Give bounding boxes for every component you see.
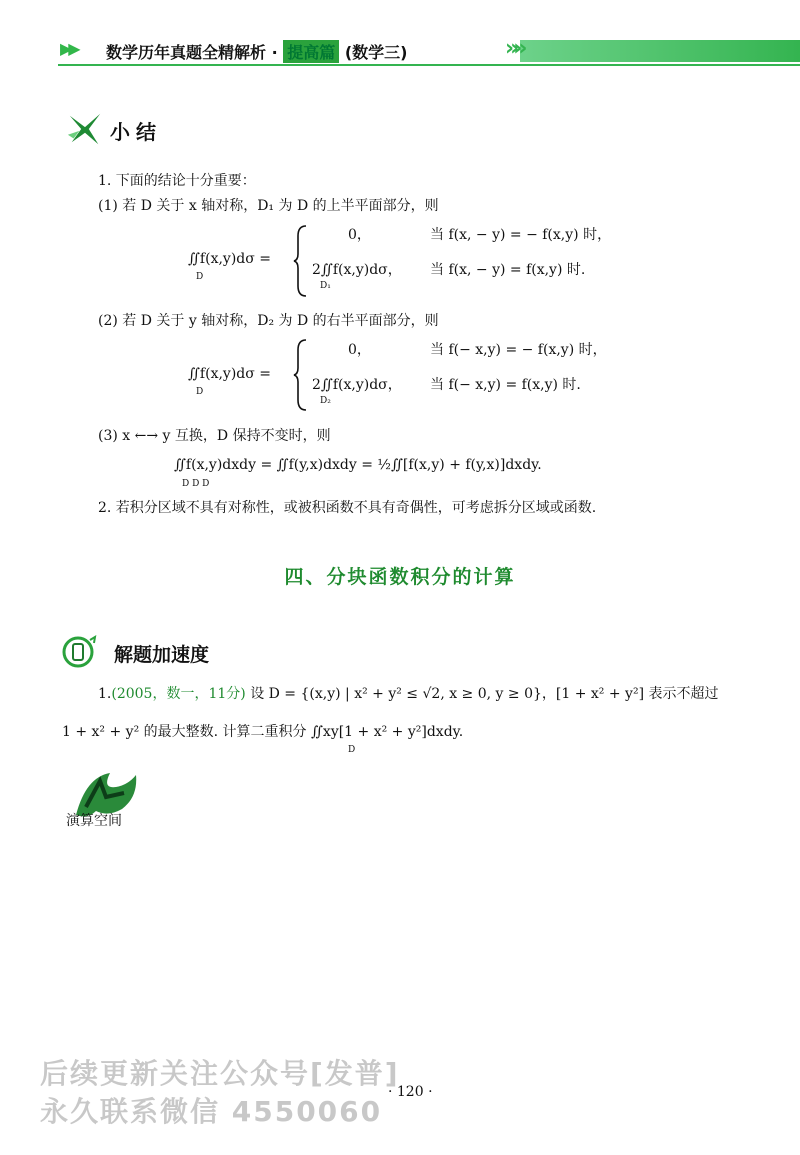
problem-text-1: 设 D = {(x,y) | x² + y² ≤ √2, x ≥ 0, y ≥ 0}，[1 + x² + y²] 表示不超过 — [250, 686, 719, 702]
case1-row1-value: 0， — [348, 227, 371, 243]
case2-intro: (2) 若 D 关于 y 轴对称，D₂ 为 D 的右半平面部分，则 — [98, 313, 439, 329]
case2-row2-condition: 当 f(− x,y) = f(x,y) 时. — [430, 377, 581, 393]
problem-line-2-sub: D — [348, 745, 356, 755]
case3-subs: D D D — [182, 479, 210, 489]
watermark-line-2: 永久联系微信 4550060 — [40, 1095, 383, 1128]
header-band — [520, 40, 800, 62]
problem-line-2: 1 + x² + y² 的最大整数. 计算二重积分 ∬xy[1 + x² + y²]dxdy. — [62, 724, 464, 740]
case1-row2-condition: 当 f(x, − y) = f(x,y) 时. — [430, 262, 586, 278]
chevron-right-icon: »» — [505, 36, 522, 61]
case1-brace — [292, 224, 308, 298]
case3-intro: (3) x ←→ y 互换，D 保持不变时，则 — [98, 428, 331, 444]
level-badge: 提高篇 — [283, 40, 339, 63]
header-arrows-icon: ▶▶ — [60, 39, 77, 58]
speed-title: 解题加速度 — [114, 644, 210, 666]
book-title — [106, 40, 407, 63]
case2-lhs: ∬f(x,y)dσ = — [188, 366, 271, 382]
stopwatch-icon — [62, 634, 98, 670]
case1-lhs-sub: D — [196, 272, 204, 282]
case1-row2-sub: D₁ — [320, 281, 331, 291]
header-divider — [58, 64, 800, 66]
case1-lhs: ∬f(x,y)dσ = — [188, 251, 271, 267]
case1-row2-value: 2∬f(x,y)dσ， — [312, 262, 402, 278]
case2-row2-value: 2∬f(x,y)dσ， — [312, 377, 402, 393]
case1-intro: (1) 若 D 关于 x 轴对称，D₁ 为 D 的上半平面部分，则 — [98, 198, 439, 214]
case1-row1-condition: 当 f(x, − y) = − f(x,y) 时， — [430, 227, 612, 243]
section-title: 四、分块函数积分的计算 — [284, 566, 516, 588]
case2-row1-value: 0， — [348, 342, 371, 358]
problem-number: 1. — [98, 686, 112, 702]
case3-formula: ∬f(x,y)dxdy = ∬f(y,x)dxdy = ½∬[f(x,y) + f(y,x)]dxdy. — [174, 457, 542, 473]
watermark-line-1: 后续更新关注公众号[发普] — [40, 1057, 400, 1090]
calc-space-label: 演算空间 — [66, 813, 122, 829]
page-number: · 120 · — [388, 1084, 433, 1100]
summary-item-2: 2. 若积分区域不具有对称性，或被积函数不具有奇偶性，可考虑拆分区域或函数. — [98, 500, 597, 516]
problem-source: (2005，数一，11分) — [111, 686, 246, 702]
subject-label: (数学三) — [344, 43, 408, 62]
book-title-text: 数学历年真题全精解析 · — [106, 43, 284, 62]
summary-star-icon — [66, 110, 104, 148]
problem-line-1 — [98, 684, 718, 704]
case2-row1-condition: 当 f(− x,y) = − f(x,y) 时， — [430, 342, 607, 358]
case2-row2-sub: D₂ — [320, 396, 331, 406]
summary-item-1: 1. 下面的结论十分重要： — [98, 173, 256, 189]
case2-lhs-sub: D — [196, 387, 204, 397]
case2-brace — [292, 338, 308, 412]
summary-title: 小结 — [110, 120, 162, 144]
